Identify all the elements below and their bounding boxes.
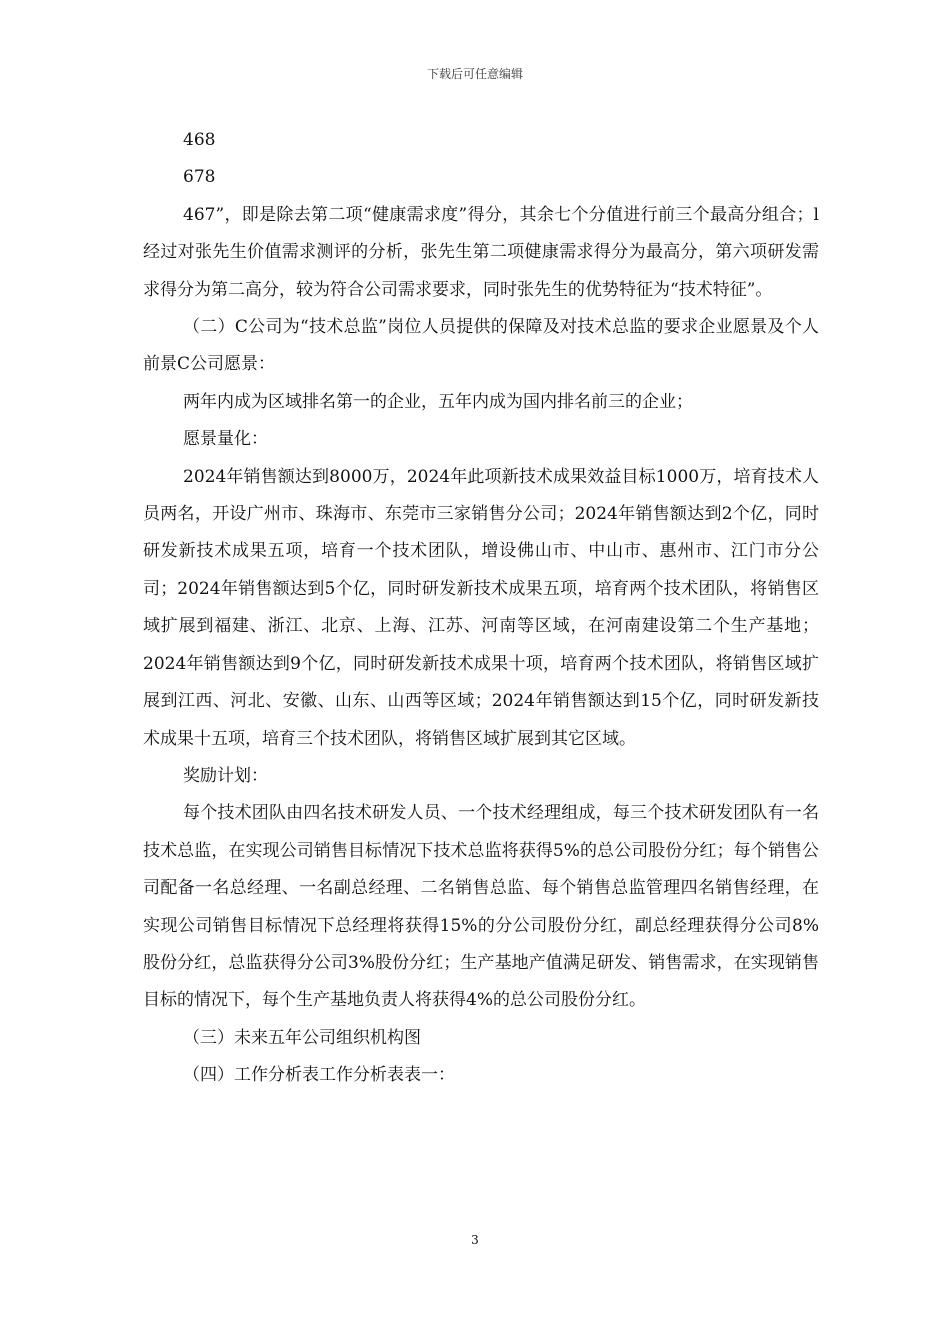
section-heading-guarantee: （二）C公司为“技术总监”岗位人员提供的保障及对技术总监的要求企业愿景及个人前景C公司愿景： xyxy=(143,317,819,375)
section-heading-org-chart: （三）未来五年公司组织机构图 xyxy=(183,1027,421,1048)
paragraph-reward-plan: 每个技术团队由四名技术研发人员、一个技术经理组成，每三个技术研发团队有一名技术总监，在实现公司销售目标情况下技术总监将获得5%的总公司股份分红；每个销售公司配备一名总经理、一名副总经理、二名销售总监、每个销售总监管理四名销售经理，在实现公司销售目标情况下总经理将获得15%的分公司股份分红，副总经理获得分公司8%股份分红，总监获得分公司3%股份分红；生产基地产值满足研发、销售需求，在实现销售目标的情况下，每个生产基地负责人将获得4%的总公司股份分红。 xyxy=(143,803,819,1011)
page-header: 下载后可任意编辑 xyxy=(426,67,523,81)
document-body xyxy=(143,122,819,1095)
paragraph-score-678: 678 xyxy=(183,167,216,188)
page-number: 3 xyxy=(471,1233,479,1247)
paragraph-score-468: 468 xyxy=(183,130,216,150)
label-vision-quantified: 愿景量化： xyxy=(183,429,268,450)
label-reward-plan: 奖励计划： xyxy=(183,765,268,786)
paragraph-vision-quantified: 2024年销售额达到8000万，2024年此项新技术成果效益目标1000万，培育技术人员两名，开设广州市、珠海市、东莞市三家销售分公司；2024年销售额达到2个亿，同时研发新技术成果五项，培育一个技术团队，增设佛山市、中山市、惠州市、江门市分公司；2024年销售额达到5个亿，同时研发新技术成果五项，培育两个技术团队，将销售区域扩展到福建、浙江、北京、上海、江苏、河南等区域，在河南建设第二个生产基地；2024年销售额达到9个亿，同时研发新技术成果十项，培育两个技术团队，将销售区域扩展到江西、河北、安徽、山东、山西等区域；2024年销售额达到15个亿，同时研发新技术成果十五项，培育三个技术团队，将销售区域扩展到其它区域。 xyxy=(143,466,819,749)
paragraph-score-analysis: 467”，即是除去第二项“健康需求度”得分，其余七个分值进行前三个最高分组合；l经过对张先生价值需求测评的分析，张先生第二项健康需求得分为最高分，第六项研发需求得分为第二高分，较为符合公司需求要求，同时张先生的优势特征为“技术特征”。 xyxy=(143,204,819,300)
section-heading-job-analysis: （四）工作分析表工作分析表表一： xyxy=(183,1065,455,1086)
paragraph-vision: 两年内成为区域排名第一的企业，五年内成为国内排名前三的企业； xyxy=(183,391,693,412)
